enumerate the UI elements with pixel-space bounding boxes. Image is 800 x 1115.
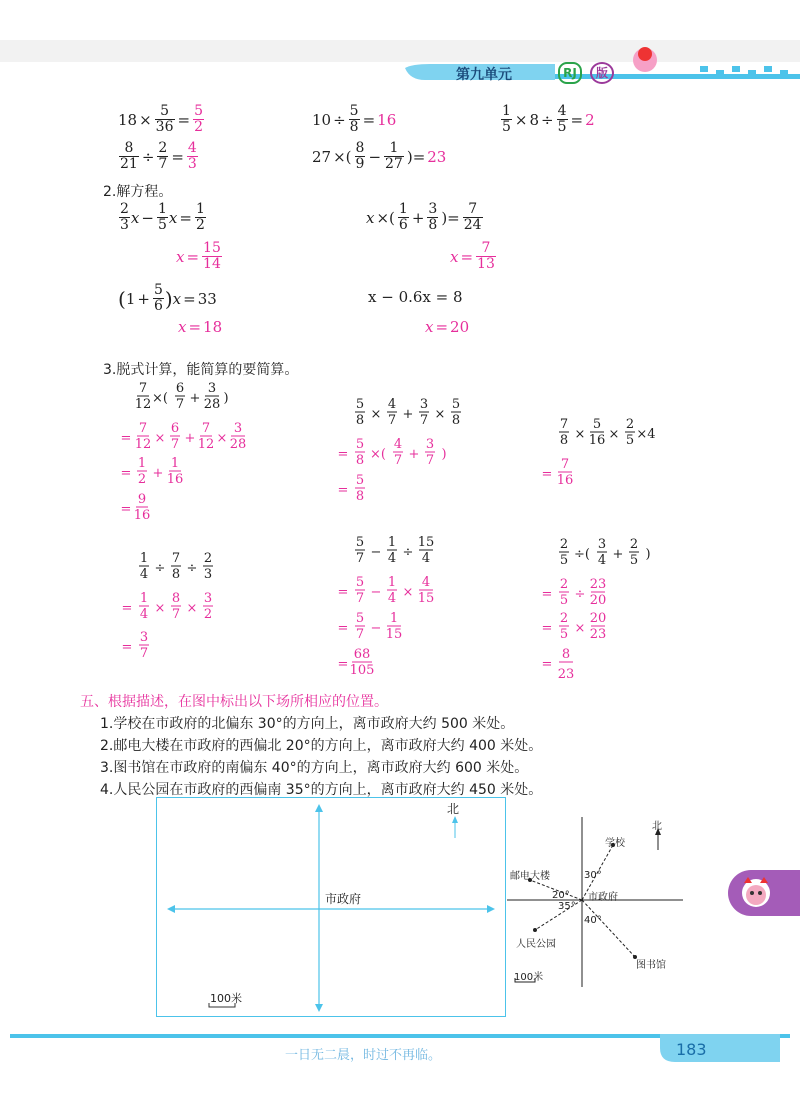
svg-text:4: 4	[387, 397, 397, 412]
svg-text:+: +	[408, 447, 420, 462]
calc-r1: 18 × $\frac{5}{36}$ = $\frac{5}{2}$	[118, 103, 203, 135]
svg-text:16: 16	[588, 433, 606, 448]
svg-text:7: 7	[393, 453, 403, 468]
svg-text:÷: ÷	[574, 587, 586, 602]
svg-text:7: 7	[560, 457, 570, 472]
svg-text:7: 7	[419, 413, 429, 428]
svg-text:2: 2	[559, 577, 569, 592]
part5-heading: 五、根据描述，在图中标出以下场所相应的位置。	[80, 694, 388, 710]
svg-text:−: −	[370, 545, 382, 560]
eq1-answer: x = $\frac{15}{14}$	[176, 240, 221, 272]
svg-text:=: =	[121, 640, 133, 655]
svg-text:×: ×	[216, 431, 228, 446]
header-band	[0, 40, 800, 92]
svg-text:=: =	[121, 601, 133, 616]
svg-text:4: 4	[387, 551, 397, 566]
svg-text:+: +	[612, 547, 624, 562]
eq3: ( 1 + $\frac{5}{6}$ ) x = 33	[118, 282, 217, 314]
svg-text:): )	[223, 391, 229, 406]
svg-text:1: 1	[137, 456, 147, 471]
svg-text:5: 5	[559, 593, 569, 608]
ans-library: 图书馆	[636, 960, 666, 971]
svg-text:÷: ÷	[154, 561, 166, 576]
unit-title: 第九单元	[456, 67, 512, 83]
svg-text:×: ×	[186, 601, 198, 616]
svg-text:×(: ×(	[370, 447, 386, 462]
svg-text:4: 4	[393, 437, 403, 452]
calc-1-figure	[120, 380, 290, 530]
svg-text:8: 8	[355, 489, 365, 504]
svg-text:3: 3	[207, 381, 217, 396]
svg-text:=: =	[120, 431, 132, 446]
svg-text:+: +	[189, 391, 201, 406]
ans-post: 邮电大楼	[510, 871, 550, 882]
blank-map-axes	[157, 798, 505, 1016]
svg-text:7: 7	[387, 413, 397, 428]
ans-a20: 20°	[552, 890, 570, 901]
svg-text:): )	[441, 447, 447, 462]
svg-text:16: 16	[166, 472, 184, 487]
calc-4-figure	[120, 550, 270, 670]
svg-text:7: 7	[139, 646, 149, 661]
part5-item-2: 2.邮电大楼在市政府的西偏北 20°的方向上，离市政府大约 400 米处。	[100, 738, 543, 754]
eq4-answer: x = 20	[425, 318, 470, 336]
svg-text:=: =	[337, 585, 349, 600]
svg-text:6: 6	[170, 421, 180, 436]
svg-text:÷: ÷	[402, 545, 414, 560]
part3-calc-2	[336, 396, 506, 520]
svg-text:−: −	[370, 621, 382, 636]
svg-text:12: 12	[134, 397, 152, 412]
svg-text:5: 5	[592, 417, 602, 432]
svg-text:÷: ÷	[186, 561, 198, 576]
calc-r4: $\frac{8}{21}$ ÷ $\frac{2}{7}$ = $\frac{4}{3}$	[120, 140, 197, 172]
svg-text:5: 5	[629, 553, 639, 568]
ans-a35: 35°	[558, 901, 576, 912]
svg-text:16: 16	[556, 473, 574, 488]
svg-text:8: 8	[451, 413, 461, 428]
ans-park: 人民公园	[516, 939, 556, 950]
svg-text:=: =	[337, 483, 349, 498]
svg-text:12: 12	[134, 437, 152, 452]
svg-text:2: 2	[203, 551, 213, 566]
svg-text:1: 1	[387, 575, 397, 590]
svg-text:105: 105	[349, 663, 375, 678]
svg-text:5: 5	[355, 575, 365, 590]
svg-text:12: 12	[197, 437, 215, 452]
svg-text:×4: ×4	[636, 427, 656, 442]
svg-text:×: ×	[370, 407, 382, 422]
svg-text:7: 7	[355, 551, 365, 566]
svg-text:20: 20	[589, 593, 607, 608]
svg-text:7: 7	[355, 627, 365, 642]
ans-scale: 100米	[514, 972, 544, 983]
svg-text:1: 1	[139, 551, 149, 566]
ban-badge: 版	[590, 62, 614, 84]
svg-text:8: 8	[171, 591, 181, 606]
svg-text:1: 1	[170, 456, 180, 471]
svg-text:9: 9	[137, 492, 147, 507]
svg-text:8: 8	[561, 647, 571, 662]
svg-text:5: 5	[355, 611, 365, 626]
svg-text:7: 7	[559, 417, 569, 432]
svg-text:5: 5	[559, 627, 569, 642]
svg-text:4: 4	[597, 553, 607, 568]
svg-text:×: ×	[154, 601, 166, 616]
svg-text:8: 8	[171, 567, 181, 582]
svg-text:=: =	[120, 502, 132, 517]
svg-text:5: 5	[559, 553, 569, 568]
svg-text:=: =	[337, 657, 349, 672]
svg-text:×: ×	[402, 585, 414, 600]
svg-text:16: 16	[133, 508, 151, 523]
svg-text:15: 15	[385, 627, 403, 642]
blank-map	[156, 797, 506, 1017]
svg-text:3: 3	[203, 591, 213, 606]
ans-center: 市政府	[588, 892, 618, 903]
svg-text:2: 2	[625, 417, 635, 432]
svg-text:2: 2	[137, 472, 147, 487]
part5-item-1: 1.学校在市政府的北偏东 30°的方向上，离市政府大约 500 米处。	[100, 716, 515, 732]
svg-text:3: 3	[597, 537, 607, 552]
mascot-icon	[736, 873, 780, 913]
svg-text:1: 1	[139, 591, 149, 606]
calc-r5: 27 ×( $\frac{8}{9}$ − $\frac{1}{27}$ )= 23	[312, 140, 447, 172]
footer-motto: 一日无二晨，时过不再临。	[285, 1048, 442, 1063]
page-number: 183	[676, 1040, 707, 1059]
svg-text:5: 5	[625, 433, 635, 448]
eq1: $\frac{2}{3}$ x − $\frac{1}{5}$ x = $\frac{1}{2}$	[120, 201, 205, 233]
svg-text:×: ×	[434, 407, 446, 422]
svg-text:3: 3	[233, 421, 243, 436]
svg-text:4: 4	[139, 607, 149, 622]
svg-text:7: 7	[201, 421, 211, 436]
svg-text:3: 3	[139, 630, 149, 645]
svg-text:=: =	[541, 587, 553, 602]
calc-2-figure	[336, 396, 506, 516]
svg-text:+: +	[184, 431, 196, 446]
svg-text:×: ×	[574, 621, 586, 636]
calc-6-figure	[540, 536, 690, 686]
svg-text:+: +	[402, 407, 414, 422]
svg-text:68: 68	[353, 647, 371, 662]
ans-north: 北	[652, 821, 662, 832]
svg-text:5: 5	[451, 397, 461, 412]
svg-text:=: =	[541, 467, 553, 482]
svg-text:×: ×	[608, 427, 620, 442]
svg-text:2: 2	[629, 537, 639, 552]
part3-calc-1	[120, 380, 290, 534]
svg-text:7: 7	[138, 421, 148, 436]
ans-school: 学校	[605, 838, 625, 849]
svg-text:×: ×	[574, 427, 586, 442]
svg-text:23: 23	[589, 627, 607, 642]
svg-text:1: 1	[387, 535, 397, 550]
svg-text:4: 4	[387, 591, 397, 606]
calc-r2: 10 ÷ $\frac{5}{8}$ = 16	[312, 103, 397, 135]
svg-text:5: 5	[355, 535, 365, 550]
svg-text:7: 7	[425, 453, 435, 468]
svg-text:×: ×	[154, 431, 166, 446]
eq3-answer: x = 18	[178, 318, 223, 336]
svg-text:4: 4	[421, 575, 431, 590]
svg-text:23: 23	[557, 667, 575, 682]
svg-text:3: 3	[425, 437, 435, 452]
svg-text:8: 8	[559, 433, 569, 448]
part3-calc-5	[336, 534, 486, 688]
svg-text:7: 7	[170, 437, 180, 452]
svg-text:20: 20	[589, 611, 607, 626]
svg-text:=: =	[541, 657, 553, 672]
part2-heading: 2.解方程。	[103, 184, 173, 200]
part3-calc-4	[120, 550, 270, 674]
eq4: x − 0.6x = 8	[368, 288, 463, 306]
calc-5-figure	[336, 534, 486, 684]
svg-text:5: 5	[355, 397, 365, 412]
svg-text:=: =	[337, 447, 349, 462]
svg-text:2: 2	[559, 537, 569, 552]
svg-text:23: 23	[589, 577, 607, 592]
svg-text:÷(: ÷(	[574, 547, 590, 562]
header-graphic	[0, 40, 800, 92]
svg-text:28: 28	[203, 397, 221, 412]
svg-text:15: 15	[417, 591, 435, 606]
blank-map-center: 市政府	[325, 892, 362, 906]
svg-text:3: 3	[203, 567, 213, 582]
svg-text:−: −	[370, 585, 382, 600]
svg-text:): )	[645, 547, 651, 562]
ans-a40: 40°	[584, 915, 602, 926]
part5-item-4: 4.人民公园在市政府的西偏南 35°的方向上，离市政府大约 450 米处。	[100, 782, 543, 798]
ans-a30: 30°	[584, 870, 602, 881]
svg-text:3: 3	[419, 397, 429, 412]
calc-3-figure	[540, 416, 690, 496]
svg-text:7: 7	[171, 551, 181, 566]
svg-text:=: =	[541, 621, 553, 636]
svg-text:8: 8	[355, 413, 365, 428]
svg-text:2: 2	[559, 611, 569, 626]
rj-badge: RJ	[558, 62, 582, 84]
svg-text:28: 28	[229, 437, 247, 452]
eq2: x ×( $\frac{1}{6}$ + $\frac{3}{8}$ )= $\frac{7}{24}$	[366, 201, 482, 233]
svg-text:6: 6	[175, 381, 185, 396]
svg-text:5: 5	[355, 437, 365, 452]
part3-heading: 3.脱式计算，能简算的要简算。	[103, 362, 299, 378]
svg-text:1: 1	[389, 611, 399, 626]
svg-text:2: 2	[203, 607, 213, 622]
svg-text:7: 7	[171, 607, 181, 622]
svg-text:×(: ×(	[152, 391, 168, 406]
part3-calc-6	[540, 536, 690, 690]
svg-text:7: 7	[138, 381, 148, 396]
part5-item-3: 3.图书馆在市政府的南偏东 40°的方向上，离市政府大约 600 米处。	[100, 760, 529, 776]
blank-map-scale: 100米	[210, 992, 242, 1005]
svg-text:5: 5	[355, 473, 365, 488]
svg-text:=: =	[120, 466, 132, 481]
part3-calc-3	[540, 416, 690, 500]
svg-text:7: 7	[355, 591, 365, 606]
svg-text:7: 7	[175, 397, 185, 412]
svg-text:4: 4	[421, 551, 431, 566]
svg-text:=: =	[337, 621, 349, 636]
side-tab	[728, 870, 800, 916]
svg-text:8: 8	[355, 453, 365, 468]
svg-text:4: 4	[139, 567, 149, 582]
calc-r3: $\frac{1}{5}$ × 8 ÷ $\frac{4}{5}$ = 2	[502, 103, 595, 135]
svg-text:+: +	[152, 466, 164, 481]
eq2-answer: x = $\frac{7}{13}$	[450, 240, 495, 272]
svg-text:15: 15	[417, 535, 435, 550]
blank-map-north: 北	[447, 802, 460, 816]
